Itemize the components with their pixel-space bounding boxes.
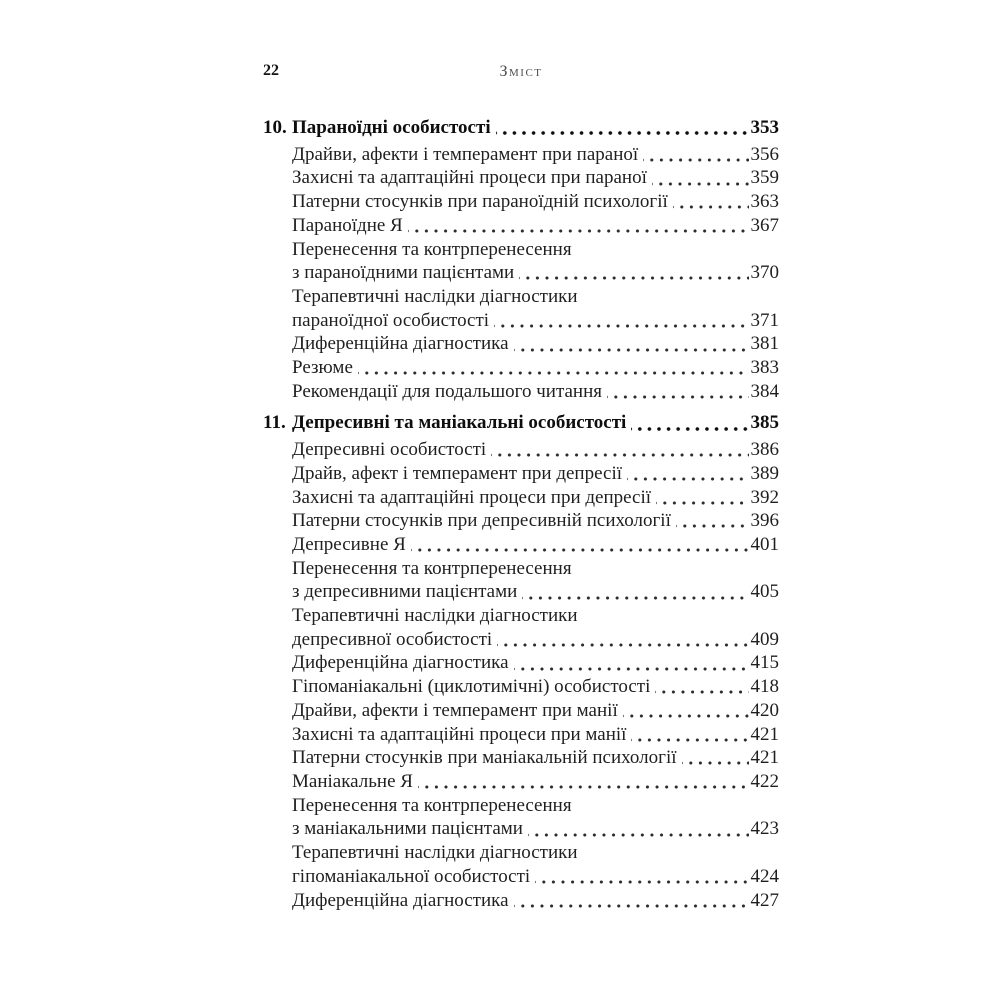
dot-leader: [522, 580, 748, 604]
toc-entry-row: [263, 238, 779, 262]
toc-entry-row: [263, 486, 779, 510]
toc-entry-label: Патерни стосунків при депресивній психології: [292, 510, 671, 532]
toc-entry-row: [263, 723, 779, 747]
toc-entry-label: Перенесення та контрперенесення: [292, 557, 572, 579]
toc-entry-row: [263, 817, 779, 841]
dot-leader: [607, 380, 749, 404]
toc-entry-label: Драйви, афекти і темперамент при параної: [292, 143, 639, 165]
text-block: [263, 62, 779, 912]
toc-entry-label: Патерни стосунків при параноїдній психології: [292, 191, 668, 213]
toc-entry-label: Резюме: [292, 357, 353, 379]
toc-page-number: 367: [750, 214, 779, 236]
toc-entry-label: Депресивні та маніакальні особистості: [292, 412, 627, 434]
toc-entry-label: Захисні та адаптаційні процеси при параної: [292, 167, 647, 189]
toc-page-number: 405: [750, 581, 779, 603]
toc-page-number: 363: [750, 191, 779, 213]
dot-leader: [519, 261, 748, 285]
toc-entry-label: Перенесення та контрперенесення: [292, 238, 572, 260]
toc-page-number: 396: [750, 510, 779, 532]
toc-entry-row: [263, 285, 779, 309]
toc-entry-row: [263, 533, 779, 557]
toc-entry-row: [263, 166, 779, 190]
toc-page-number: 356: [750, 143, 779, 165]
toc-chapter-row: [263, 411, 779, 435]
toc-entry-row: [263, 675, 779, 699]
toc-page-number: 384: [750, 380, 779, 402]
toc-entry-row: [263, 190, 779, 214]
dot-leader: [673, 190, 749, 214]
toc-entry-label: Гіпоманіакальні (циклотимічні) особистості: [292, 676, 651, 698]
toc-entry-row: [263, 356, 779, 380]
toc-page-number: 418: [750, 676, 779, 698]
toc-entry-label: Рекомендації для подальшого читання: [292, 380, 602, 402]
toc-entry-row: [263, 580, 779, 604]
running-head: [263, 62, 779, 80]
dot-leader: [627, 462, 749, 486]
toc-page-number: 401: [750, 533, 779, 555]
toc-entry-row: [263, 557, 779, 581]
toc-page-number: 392: [750, 486, 779, 508]
toc-list: [263, 116, 779, 912]
toc-page-number: 424: [750, 865, 779, 887]
dot-leader: [494, 309, 748, 333]
toc-entry-label: Параноїдне Я: [292, 214, 403, 236]
dot-leader: [528, 817, 749, 841]
toc-page-number: 422: [750, 770, 779, 792]
toc-entry-label: Маніакальне Я: [292, 770, 413, 792]
toc-entry-row: [263, 770, 779, 794]
dot-leader: [652, 166, 749, 190]
dot-leader: [535, 865, 748, 889]
toc-entry-label: депресивної особистості: [292, 628, 493, 650]
dot-leader: [496, 116, 749, 140]
toc-page-number: 389: [750, 462, 779, 484]
toc-page-number: 371: [750, 309, 779, 331]
dot-leader: [655, 675, 748, 699]
toc-entry-row: [263, 746, 779, 770]
toc-chapter-row: [263, 116, 779, 140]
toc-entry-label: Депресивні особистості: [292, 439, 487, 461]
dot-leader: [418, 770, 749, 794]
toc-page-number: 383: [750, 357, 779, 379]
toc-page-number: 420: [750, 699, 779, 721]
toc-entry-row: [263, 261, 779, 285]
toc-entry-row: [263, 841, 779, 865]
toc-page-number: 423: [750, 818, 779, 840]
dot-leader: [656, 486, 748, 510]
toc-page-number: 370: [750, 262, 779, 284]
toc-entry-row: [263, 332, 779, 356]
dot-leader: [497, 628, 748, 652]
toc-entry-label: Терапевтичні наслідки діагностики: [292, 285, 578, 307]
toc-entry-label: Драйв, афект і темперамент при депресії: [292, 462, 622, 484]
toc-entry-row: [263, 865, 779, 889]
dot-leader: [631, 723, 748, 747]
toc-entry-label: параноїдної особистості: [292, 309, 490, 331]
toc-entry-row: [263, 509, 779, 533]
dot-leader: [682, 746, 749, 770]
toc-entry-row: [263, 143, 779, 167]
toc-entry-row: [263, 309, 779, 333]
toc-entry-row: [263, 889, 779, 913]
toc-page-number: 381: [750, 333, 779, 355]
toc-page-number: 427: [750, 889, 779, 911]
dot-leader: [491, 438, 748, 462]
toc-page-number: 415: [750, 652, 779, 674]
toc-entry-label: Захисні та адаптаційні процеси при депресії: [292, 486, 652, 508]
chapter-number: 11.: [263, 412, 286, 434]
toc-entry-label: Терапевтичні наслідки діагностики: [292, 842, 578, 864]
toc-entry-label: з параноїдними пацієнтами: [292, 262, 515, 284]
toc-entry-label: Диференційна діагностика: [292, 652, 509, 674]
toc-entry-label: з депресивними пацієнтами: [292, 581, 518, 603]
toc-entry-label: Перенесення та контрперенесення: [292, 794, 572, 816]
toc-entry-row: [263, 438, 779, 462]
dot-leader: [408, 214, 749, 238]
toc-entry-label: гіпоманіакальної особистості: [292, 865, 531, 887]
toc-entry-label: Диференційна діагностика: [292, 889, 509, 911]
page-title: Зміст: [499, 63, 543, 80]
dot-leader: [676, 509, 749, 533]
toc-page-number: 359: [750, 167, 779, 189]
toc-entry-row: [263, 380, 779, 404]
toc-entry-row: [263, 604, 779, 628]
toc-entry-label: Патерни стосунків при маніакальній психології: [292, 747, 677, 769]
dot-leader: [358, 356, 749, 380]
toc-entry-label: Параноїдні особистості: [292, 117, 491, 138]
toc-entry-label: Драйви, афекти і темперамент при манії: [292, 699, 618, 721]
dot-leader: [514, 651, 749, 675]
toc-entry-row: [263, 462, 779, 486]
toc-entry-label: Депресивне Я: [292, 533, 406, 555]
toc-entry-row: [263, 699, 779, 723]
toc-page-number: 385: [750, 412, 779, 434]
page-number-folio: 22: [263, 62, 279, 79]
toc-entry-label: Захисні та адаптаційні процеси при манії: [292, 723, 627, 745]
dot-leader: [514, 332, 749, 356]
dot-leader: [623, 699, 749, 723]
toc-entry-row: [263, 794, 779, 818]
toc-page-number: 409: [750, 628, 779, 650]
toc-entry-label: з маніакальними пацієнтами: [292, 818, 523, 840]
toc-entry-row: [263, 651, 779, 675]
toc-page-number: 421: [750, 723, 779, 745]
dot-leader: [631, 411, 748, 435]
toc-entry-row: [263, 628, 779, 652]
toc-entry-label: Диференційна діагностика: [292, 333, 509, 355]
dot-leader: [514, 889, 749, 913]
dot-leader: [643, 143, 748, 167]
toc-entry-label: Терапевтичні наслідки діагностики: [292, 605, 578, 627]
toc-entry-row: [263, 214, 779, 238]
chapter-number: 10.: [263, 117, 287, 138]
toc-page-number: 386: [750, 439, 779, 461]
toc-page-number: 421: [750, 747, 779, 769]
dot-leader: [411, 533, 749, 557]
toc-page-number: 353: [750, 117, 779, 138]
